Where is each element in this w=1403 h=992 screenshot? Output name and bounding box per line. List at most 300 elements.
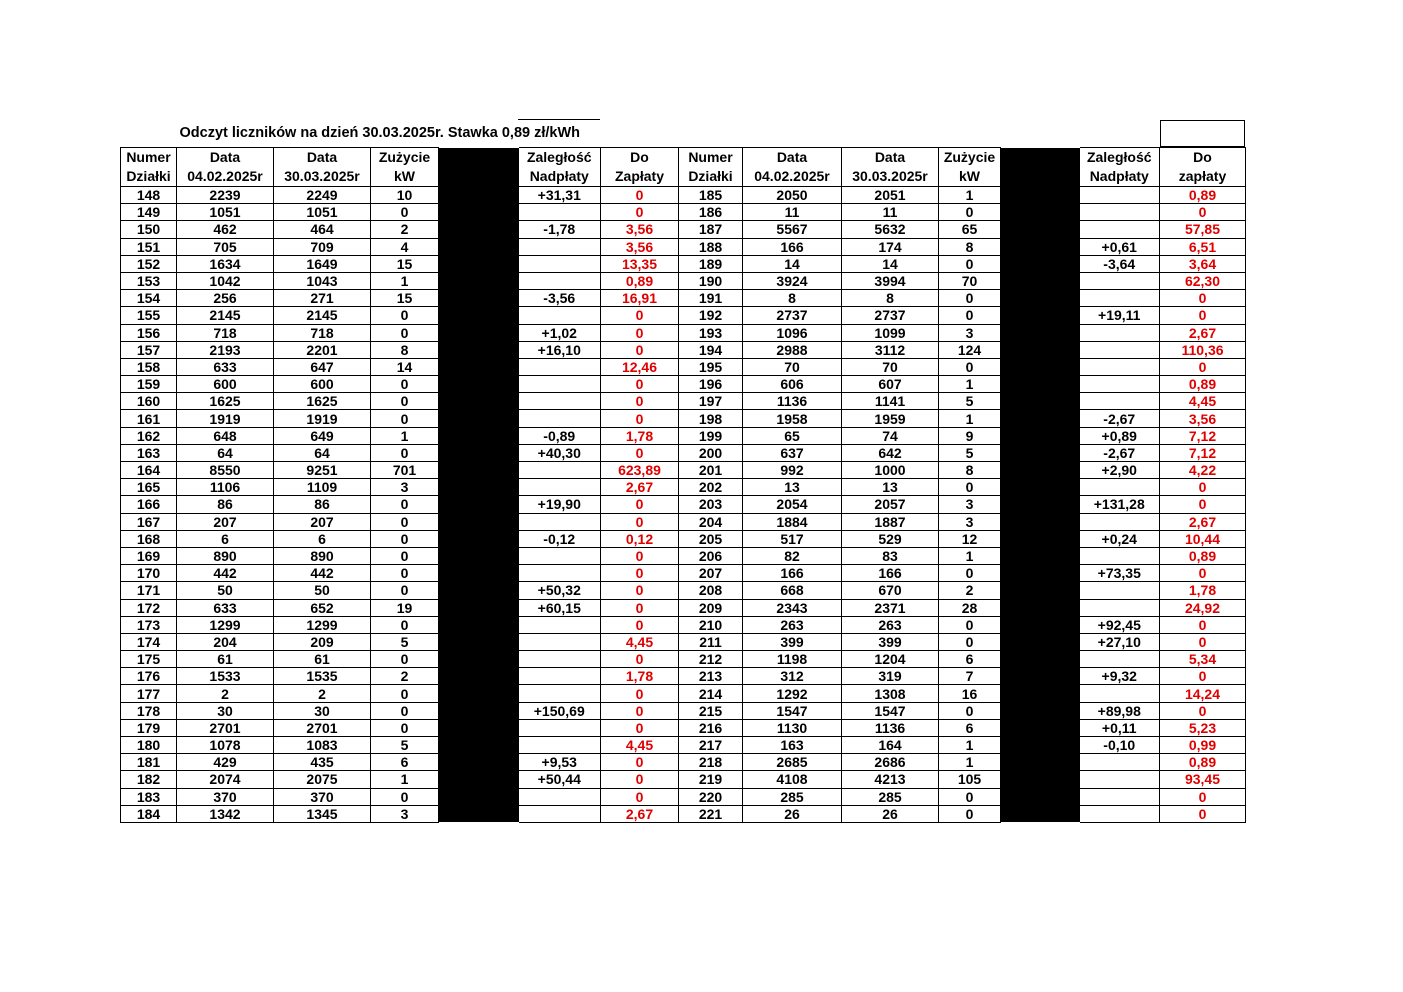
plot-number: 187	[679, 221, 743, 238]
header-zuzycie-sub: kW	[371, 167, 439, 187]
blank-column	[439, 599, 519, 616]
arrears-overpayment: +0,24	[1080, 530, 1160, 547]
blank-column	[439, 668, 519, 685]
usage-kw: 7	[939, 668, 1001, 685]
plot-number: 157	[121, 341, 177, 358]
table-row	[121, 444, 1246, 461]
amount-due: 0	[1160, 788, 1246, 805]
reading-30-03: 26	[842, 805, 939, 822]
table-row	[121, 462, 1246, 479]
blank-column	[439, 290, 519, 307]
reading-30-03: 285	[842, 788, 939, 805]
reading-04-02: 6	[177, 530, 274, 547]
blank-column	[1001, 307, 1080, 324]
usage-kw: 0	[371, 547, 439, 564]
reading-30-03: 464	[274, 221, 371, 238]
blank-column	[1001, 148, 1080, 168]
table-row	[121, 771, 1246, 788]
reading-30-03: 64	[274, 444, 371, 461]
reading-04-02: 2701	[177, 719, 274, 736]
amount-due: 0,89	[601, 272, 679, 289]
arrears-overpayment	[1080, 651, 1160, 668]
amount-due: 4,22	[1160, 462, 1246, 479]
usage-kw: 15	[371, 255, 439, 272]
reading-04-02: 370	[177, 788, 274, 805]
blank-column	[439, 582, 519, 599]
amount-due: 0	[601, 324, 679, 341]
reading-30-03: 319	[842, 668, 939, 685]
usage-kw: 0	[371, 651, 439, 668]
header-zaleglosc-sub: Nadpłaty	[519, 167, 601, 187]
reading-04-02: 50	[177, 582, 274, 599]
reading-30-03: 1345	[274, 805, 371, 822]
arrears-overpayment	[1080, 272, 1160, 289]
reading-30-03: 2701	[274, 719, 371, 736]
arrears-overpayment	[1080, 599, 1160, 616]
plot-number: 204	[679, 513, 743, 530]
reading-04-02: 70	[743, 358, 842, 375]
reading-04-02: 5567	[743, 221, 842, 238]
amount-due: 0,89	[1160, 754, 1246, 771]
reading-04-02: 1533	[177, 668, 274, 685]
plot-number: 207	[679, 565, 743, 582]
table-row	[121, 496, 1246, 513]
reading-30-03: 642	[842, 444, 939, 461]
header-do: Do	[1160, 148, 1246, 168]
arrears-overpayment	[519, 462, 601, 479]
usage-kw: 28	[939, 599, 1001, 616]
reading-04-02: 1634	[177, 255, 274, 272]
amount-due: 2,67	[601, 805, 679, 822]
blank-column	[439, 685, 519, 702]
arrears-overpayment	[519, 255, 601, 272]
reading-04-02: 82	[743, 547, 842, 564]
usage-kw: 1	[371, 771, 439, 788]
amount-due: 14,24	[1160, 685, 1246, 702]
plot-number: 202	[679, 479, 743, 496]
blank-column	[439, 702, 519, 719]
usage-kw: 0	[939, 479, 1001, 496]
amount-due: 5,34	[1160, 651, 1246, 668]
blank-column	[439, 148, 519, 168]
meter-reading-sheet	[120, 120, 1246, 823]
reading-04-02: 166	[743, 565, 842, 582]
arrears-overpayment: -1,78	[519, 221, 601, 238]
blank-column	[439, 805, 519, 822]
reading-30-03: 3994	[842, 272, 939, 289]
amount-due: 0	[601, 496, 679, 513]
blank-column	[439, 221, 519, 238]
reading-04-02: 30	[177, 702, 274, 719]
amount-due: 0	[1160, 668, 1246, 685]
plot-number: 161	[121, 410, 177, 427]
table-row	[121, 737, 1246, 754]
header-zuzycie-sub: kW	[939, 167, 1001, 187]
header-zuzycie: Zużycie	[371, 148, 439, 168]
amount-due: 0	[601, 307, 679, 324]
table-row	[121, 221, 1246, 238]
reading-04-02: 1106	[177, 479, 274, 496]
usage-kw: 14	[371, 358, 439, 375]
meter-table	[120, 120, 1246, 823]
blank-column	[1001, 427, 1080, 444]
reading-04-02: 890	[177, 547, 274, 564]
reading-30-03: 2051	[842, 187, 939, 204]
amount-due: 0	[601, 719, 679, 736]
blank-column	[439, 719, 519, 736]
amount-due: 0	[1160, 479, 1246, 496]
arrears-overpayment: +0,11	[1080, 719, 1160, 736]
usage-kw: 0	[939, 702, 1001, 719]
usage-kw: 0	[939, 565, 1001, 582]
amount-due: 4,45	[601, 737, 679, 754]
reading-04-02: 14	[743, 255, 842, 272]
table-row	[121, 358, 1246, 375]
reading-30-03: 1136	[842, 719, 939, 736]
table-row	[121, 272, 1246, 289]
arrears-overpayment	[1080, 204, 1160, 221]
blank-column	[439, 444, 519, 461]
table-row	[121, 255, 1246, 272]
table-row	[121, 427, 1246, 444]
reading-04-02: 1958	[743, 410, 842, 427]
blank-column	[1001, 719, 1080, 736]
reading-04-02: 166	[743, 238, 842, 255]
arrears-overpayment	[1080, 582, 1160, 599]
amount-due: 2,67	[1160, 513, 1246, 530]
blank-column	[1001, 272, 1080, 289]
usage-kw: 0	[371, 530, 439, 547]
blank-column	[439, 187, 519, 204]
plot-number: 181	[121, 754, 177, 771]
amount-due: 13,35	[601, 255, 679, 272]
reading-30-03: 174	[842, 238, 939, 255]
blank-column	[439, 616, 519, 633]
amount-due: 24,92	[1160, 599, 1246, 616]
arrears-overpayment	[519, 788, 601, 805]
usage-kw: 3	[939, 324, 1001, 341]
amount-due: 0	[1160, 565, 1246, 582]
reading-30-03: 649	[274, 427, 371, 444]
usage-kw: 0	[371, 393, 439, 410]
header-data-2: Data	[842, 148, 939, 168]
arrears-overpayment	[1080, 290, 1160, 307]
amount-due: 110,36	[1160, 341, 1246, 358]
usage-kw: 1	[939, 187, 1001, 204]
plot-number: 173	[121, 616, 177, 633]
usage-kw: 0	[939, 255, 1001, 272]
arrears-overpayment	[519, 358, 601, 375]
table-row	[121, 393, 1246, 410]
amount-due: 0	[601, 788, 679, 805]
blank-column	[439, 272, 519, 289]
arrears-overpayment: +2,90	[1080, 462, 1160, 479]
plot-number: 184	[121, 805, 177, 822]
header-numer: Numer	[679, 148, 743, 168]
reading-04-02: 2737	[743, 307, 842, 324]
plot-number: 193	[679, 324, 743, 341]
arrears-overpayment: +27,10	[1080, 633, 1160, 650]
plot-number: 180	[121, 737, 177, 754]
blank-column	[439, 788, 519, 805]
table-row	[121, 702, 1246, 719]
plot-number: 168	[121, 530, 177, 547]
reading-04-02: 1342	[177, 805, 274, 822]
amount-due: 10,44	[1160, 530, 1246, 547]
arrears-overpayment	[519, 633, 601, 650]
plot-number: 151	[121, 238, 177, 255]
amount-due: 12,46	[601, 358, 679, 375]
header-numer-sub: Działki	[679, 167, 743, 187]
usage-kw: 0	[371, 376, 439, 393]
reading-04-02: 648	[177, 427, 274, 444]
arrears-overpayment: +1,02	[519, 324, 601, 341]
usage-kw: 0	[371, 702, 439, 719]
plot-number: 175	[121, 651, 177, 668]
reading-04-02: 2054	[743, 496, 842, 513]
usage-kw: 0	[371, 410, 439, 427]
amount-due: 57,85	[1160, 221, 1246, 238]
arrears-overpayment	[1080, 547, 1160, 564]
reading-04-02: 2193	[177, 341, 274, 358]
arrears-overpayment: +19,11	[1080, 307, 1160, 324]
title-spacer	[1160, 120, 1246, 148]
amount-due: 0	[1160, 496, 1246, 513]
reading-04-02: 517	[743, 530, 842, 547]
amount-due: 16,91	[601, 290, 679, 307]
header-data-2-sub: 30.03.2025r	[842, 167, 939, 187]
blank-column	[1001, 582, 1080, 599]
amount-due: 5,23	[1160, 719, 1246, 736]
arrears-overpayment: -2,67	[1080, 410, 1160, 427]
arrears-overpayment	[1080, 393, 1160, 410]
reading-04-02: 1292	[743, 685, 842, 702]
blank-column	[1001, 788, 1080, 805]
blank-column	[1001, 565, 1080, 582]
plot-number: 167	[121, 513, 177, 530]
usage-kw: 65	[939, 221, 1001, 238]
reading-04-02: 4108	[743, 771, 842, 788]
amount-due: 0	[1160, 805, 1246, 822]
arrears-overpayment	[519, 393, 601, 410]
usage-kw: 6	[939, 719, 1001, 736]
table-row	[121, 530, 1246, 547]
sheet-title: Odczyt liczników na dzień 30.03.2025r. Stawka 0,89 zł/kWh	[179, 125, 581, 141]
amount-due: 93,45	[1160, 771, 1246, 788]
arrears-overpayment: +31,31	[519, 187, 601, 204]
plot-number: 199	[679, 427, 743, 444]
reading-30-03: 3112	[842, 341, 939, 358]
reading-04-02: 1198	[743, 651, 842, 668]
blank-column	[439, 479, 519, 496]
reading-30-03: 1083	[274, 737, 371, 754]
plot-number: 177	[121, 685, 177, 702]
amount-due: 0	[1160, 290, 1246, 307]
reading-30-03: 164	[842, 737, 939, 754]
arrears-overpayment: -2,67	[1080, 444, 1160, 461]
amount-due: 3,56	[601, 221, 679, 238]
usage-kw: 1	[939, 376, 1001, 393]
usage-kw: 2	[371, 668, 439, 685]
plot-number: 165	[121, 479, 177, 496]
plot-number: 153	[121, 272, 177, 289]
reading-04-02: 65	[743, 427, 842, 444]
reading-04-02: 86	[177, 496, 274, 513]
reading-04-02: 207	[177, 513, 274, 530]
arrears-overpayment	[519, 238, 601, 255]
plot-number: 154	[121, 290, 177, 307]
plot-number: 205	[679, 530, 743, 547]
blank-column	[1001, 513, 1080, 530]
reading-30-03: 11	[842, 204, 939, 221]
usage-kw: 9	[939, 427, 1001, 444]
reading-04-02: 163	[743, 737, 842, 754]
reading-04-02: 399	[743, 633, 842, 650]
reading-04-02: 13	[743, 479, 842, 496]
usage-kw: 0	[371, 719, 439, 736]
usage-kw: 0	[371, 307, 439, 324]
plot-number: 190	[679, 272, 743, 289]
usage-kw: 3	[939, 496, 1001, 513]
plot-number: 152	[121, 255, 177, 272]
plot-number: 169	[121, 547, 177, 564]
table-row	[121, 685, 1246, 702]
arrears-overpayment: +131,28	[1080, 496, 1160, 513]
plot-number: 186	[679, 204, 743, 221]
plot-number: 215	[679, 702, 743, 719]
plot-number: 217	[679, 737, 743, 754]
reading-04-02: 64	[177, 444, 274, 461]
plot-number: 216	[679, 719, 743, 736]
reading-04-02: 61	[177, 651, 274, 668]
reading-30-03: 2145	[274, 307, 371, 324]
reading-04-02: 1299	[177, 616, 274, 633]
usage-kw: 6	[939, 651, 1001, 668]
table-row	[121, 633, 1246, 650]
reading-30-03: 1625	[274, 393, 371, 410]
blank-column	[439, 547, 519, 564]
plot-number: 155	[121, 307, 177, 324]
blank-column	[1001, 668, 1080, 685]
arrears-overpayment	[1080, 221, 1160, 238]
usage-kw: 15	[371, 290, 439, 307]
table-row	[121, 651, 1246, 668]
table-row	[121, 513, 1246, 530]
reading-30-03: 399	[842, 633, 939, 650]
reading-04-02: 1547	[743, 702, 842, 719]
reading-04-02: 2074	[177, 771, 274, 788]
table-row	[121, 565, 1246, 582]
amount-due: 0	[601, 599, 679, 616]
plot-number: 195	[679, 358, 743, 375]
reading-04-02: 1051	[177, 204, 274, 221]
reading-04-02: 637	[743, 444, 842, 461]
usage-kw: 5	[371, 633, 439, 650]
usage-kw: 1	[371, 272, 439, 289]
table-row	[121, 324, 1246, 341]
usage-kw: 124	[939, 341, 1001, 358]
amount-due: 0	[601, 754, 679, 771]
arrears-overpayment: -0,10	[1080, 737, 1160, 754]
header-row-1	[121, 148, 1246, 168]
amount-due: 3,56	[1160, 410, 1246, 427]
table-row	[121, 410, 1246, 427]
blank-column	[1001, 341, 1080, 358]
arrears-overpayment	[519, 668, 601, 685]
blank-column	[439, 238, 519, 255]
reading-04-02: 256	[177, 290, 274, 307]
arrears-overpayment	[519, 204, 601, 221]
table-row	[121, 547, 1246, 564]
plot-number: 156	[121, 324, 177, 341]
usage-kw: 12	[939, 530, 1001, 547]
amount-due: 0	[1160, 633, 1246, 650]
usage-kw: 0	[371, 444, 439, 461]
reading-04-02: 2239	[177, 187, 274, 204]
reading-30-03: 2075	[274, 771, 371, 788]
arrears-overpayment: +50,32	[519, 582, 601, 599]
amount-due: 0	[601, 410, 679, 427]
blank-column	[1001, 238, 1080, 255]
reading-30-03: 207	[274, 513, 371, 530]
arrears-overpayment: +0,89	[1080, 427, 1160, 444]
reading-30-03: 529	[842, 530, 939, 547]
reading-30-03: 9251	[274, 462, 371, 479]
reading-04-02: 600	[177, 376, 274, 393]
arrears-overpayment	[519, 547, 601, 564]
usage-kw: 1	[939, 754, 1001, 771]
blank-column	[1001, 771, 1080, 788]
reading-30-03: 2737	[842, 307, 939, 324]
amount-due: 0,12	[601, 530, 679, 547]
arrears-overpayment	[1080, 358, 1160, 375]
amount-due: 2,67	[1160, 324, 1246, 341]
table-row	[121, 341, 1246, 358]
amount-due: 0	[601, 204, 679, 221]
blank-column	[439, 167, 519, 187]
plot-number: 203	[679, 496, 743, 513]
reading-30-03: 1141	[842, 393, 939, 410]
reading-30-03: 83	[842, 547, 939, 564]
reading-04-02: 1625	[177, 393, 274, 410]
usage-kw: 0	[371, 616, 439, 633]
reading-30-03: 709	[274, 238, 371, 255]
plot-number: 160	[121, 393, 177, 410]
table-row	[121, 238, 1246, 255]
plot-number: 211	[679, 633, 743, 650]
usage-kw: 4	[371, 238, 439, 255]
blank-column	[439, 255, 519, 272]
reading-30-03: 2201	[274, 341, 371, 358]
reading-04-02: 1042	[177, 272, 274, 289]
reading-30-03: 5632	[842, 221, 939, 238]
reading-30-03: 6	[274, 530, 371, 547]
usage-kw: 0	[371, 324, 439, 341]
blank-column	[1001, 616, 1080, 633]
reading-30-03: 86	[274, 496, 371, 513]
arrears-overpayment	[519, 410, 601, 427]
reading-04-02: 633	[177, 599, 274, 616]
amount-due: 6,51	[1160, 238, 1246, 255]
amount-due: 0	[601, 341, 679, 358]
table-row	[121, 788, 1246, 805]
blank-column	[439, 376, 519, 393]
reading-04-02: 1919	[177, 410, 274, 427]
blank-column	[1001, 187, 1080, 204]
amount-due: 0	[601, 376, 679, 393]
arrears-overpayment: -0,12	[519, 530, 601, 547]
reading-30-03: 652	[274, 599, 371, 616]
